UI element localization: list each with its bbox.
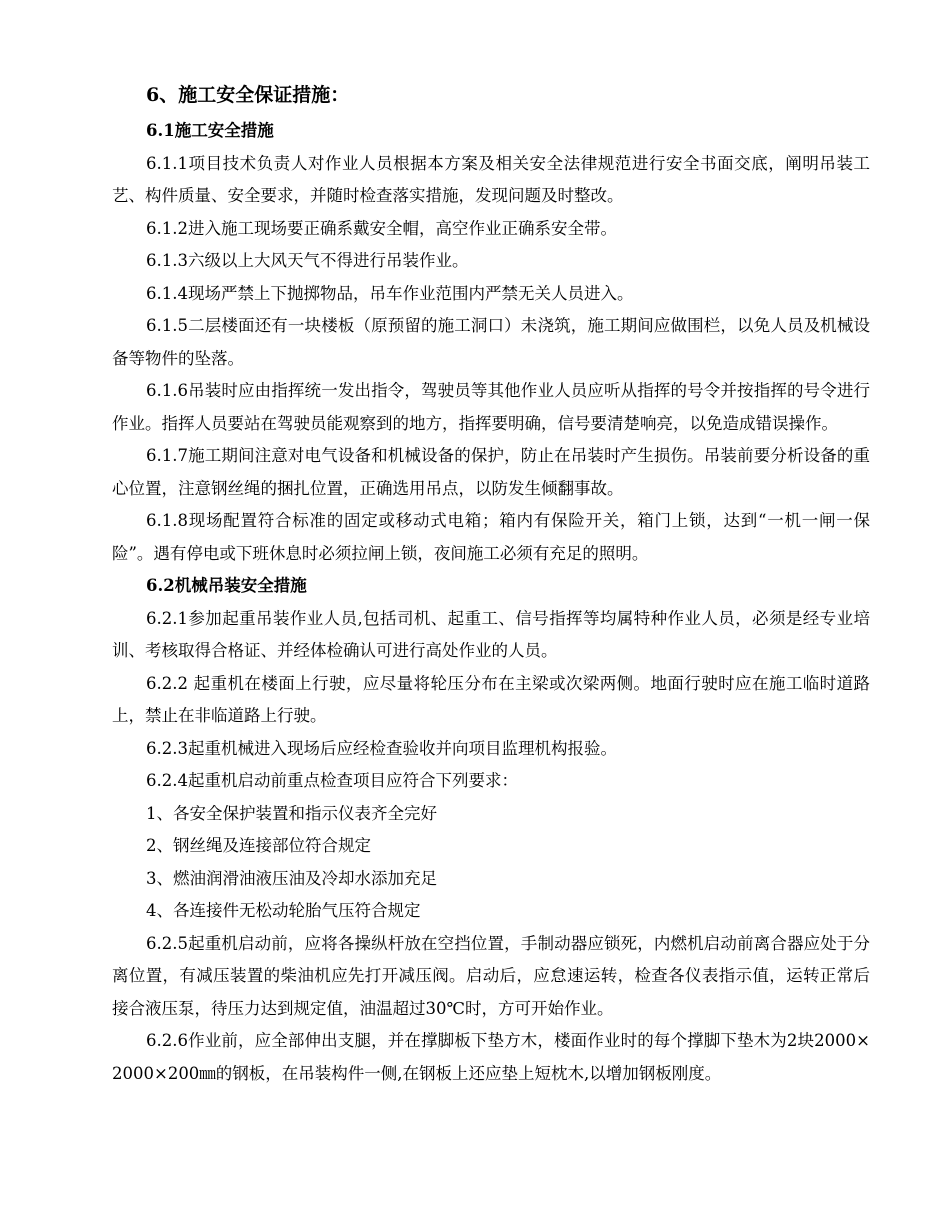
paragraph-6-1-7: 6.1.7施工期间注意对电气设备和机械设备的保护，防止在吊装时产生损伤。吊装前要分析设备的重心位置，注意钢丝绳的捆扎位置，正确选用吊点，以防发生倾翻事故。 (112, 446, 870, 498)
paragraph-6-1-5: 6.1.5二层楼面还有一块楼板（原预留的施工洞口）未浇筑，施工期间应做围栏，以免人员及机械设备等物件的坠落。 (112, 316, 870, 368)
list-item-1: 1、各安全保护装置和指示仪表齐全完好 (146, 803, 437, 823)
paragraph-6-2-4: 6.2.4起重机启动前重点检查项目应符合下列要求： (146, 771, 518, 790)
paragraph-6-1-8: 6.1.8现场配置符合标准的固定或移动式电箱；箱内有保险开关，箱门上锁，达到“一机一闸一保险”。遇有停电或下班休息时必须拉闸上锁，夜间施工必须有充足的照明。 (112, 511, 870, 563)
paragraph-6-1-1: 6.1.1项目技术负责人对作业人员根据本方案及相关安全法律规范进行安全书面交底，阐明吊装工艺、构件质量、安全要求，并随时检查落实措施，发现问题及时整改。 (112, 153, 870, 205)
list-item-4: 4、各连接件无松动轮胎气压符合规定 (146, 901, 421, 920)
paragraph-6-1-2: 6.1.2进入施工现场要正确系戴安全帽，高空作业正确系安全带。 (146, 218, 617, 238)
subsection-title-6-1: 6.1施工安全措施 (146, 121, 274, 140)
paragraph-6-2-2: 6.2.2 起重机在楼面上行驶，应尽量将轮压分布在主梁或次梁两侧。地面行驶时应在施工临时道路上，禁止在非临道路上行驶。 (112, 673, 870, 725)
subsection-title-6-2: 6.2机械吊装安全措施 (146, 576, 307, 595)
paragraph-6-2-5: 6.2.5起重机启动前，应将各操纵杆放在空挡位置，手制动器应锁死，内燃机启动前离合器应处于分离位置，有减压装置的柴油机应先打开减压阀。启动后，应怠速运转，检查各仪表指示值，运转正常后接合液压泵，待压力达到规定值，油温超过30℃时，方可开始作业。 (112, 933, 870, 1018)
section-heading: 6、施工安全保证措施： (146, 84, 350, 106)
paragraph-6-1-6: 6.1.6吊装时应由指挥统一发出指令，驾驶员等其他作业人员应听从指挥的号令并按指挥的号令进行作业。指挥人员要站在驾驶员能观察到的地方，指挥要明确，信号要清楚响亮，以免造成错误操作。 (112, 381, 870, 433)
list-item-3: 3、燃油润滑油液压油及冷却水添加充足 (146, 868, 437, 888)
paragraph-6-2-3: 6.2.3起重机械进入现场后应经检查验收并向项目监理机构报验。 (146, 738, 617, 758)
paragraph-6-2-1: 6.2.1参加起重吊装作业人员,包括司机、起重工、信号指挥等均属特种作业人员，必须是经专业培训、考核取得合格证、并经体检确认可进行高处作业的人员。 (112, 608, 870, 660)
paragraph-6-1-4: 6.1.4现场严禁上下抛掷物品，吊车作业范围内严禁无关人员进入。 (146, 283, 634, 303)
paragraph-6-1-3: 6.1.3六级以上大风天气不得进行吊装作业。 (146, 251, 469, 270)
paragraph-6-2-6: 6.2.6作业前，应全部伸出支腿，并在撑脚板下垫方木，楼面作业时的每个撑脚下垫木为2块2000×2000×200㎜的钢板，在吊装构件一侧,在钢板上还应垫上短枕木,以增加钢板刚度。 (112, 1031, 870, 1083)
document-body (112, 115, 870, 1090)
list-item-2: 2、钢丝绳及连接部位符合规定 (146, 836, 371, 855)
